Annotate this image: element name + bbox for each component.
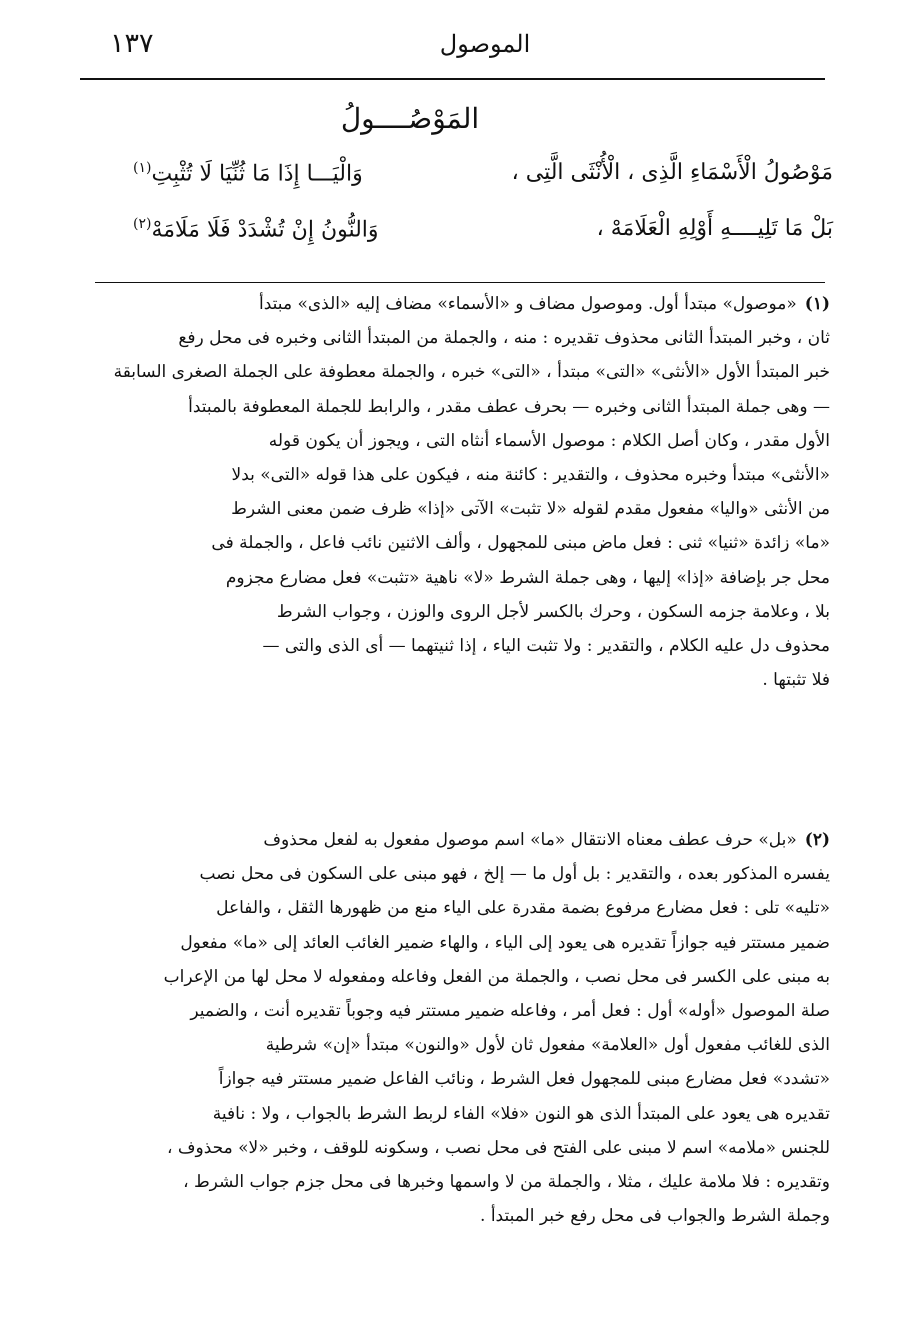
verse-2-second-hemistich-text: وَالنُّونُ إِنْ تُشْدَدْ فَلَا مَلَامَهْ [151, 217, 379, 243]
footnote-line: خبر المبتدأ الأول «الأنثى» «التى» مبتدأ ، «التى» خبره ، والجملة معطوفة على الجملة الصغرى السابقة [113, 362, 830, 383]
footnote-line: — وهى جملة المبتدأ الثانى وخبره — بحرف عطف مقدر ، والرابط للجملة المعطوفة بالمبتدأ [188, 396, 830, 417]
footnote-line: «تليه» تلى : فعل مضارع مرفوع بضمة مقدرة على الياء منع من ظهورها الثقل ، والفاعل [216, 898, 830, 919]
footnote-line: الأول مقدر ، وكان أصل الكلام : موصول الأسماء أنثاه التى ، ويجوز أن يكون قوله [268, 430, 830, 451]
footnote-line: محل جر بإضافة «إذا» إليها ، وهى جملة الشرط «لا» ناهية «تثبت» فعل مضارع مجزوم [225, 567, 830, 588]
verse-1-second-hemistich-text: وَالْيَـــا إِذَا مَا ثُنِّيَا لَا تُثْبِتِ [151, 161, 363, 187]
footnote-mark-2: (٢) [133, 216, 152, 232]
footnote-line: وتقديره : فلا ملامة عليك ، مثلا ، والجملة من لا واسمها وخبرها فى محل جزم جواب الشرط ، [183, 1171, 830, 1192]
footnote-line [90, 823, 830, 857]
verse-2-first-hemistich: بَلْ مَا تَلِيــــهِ أَوْلِهِ الْعَلَامَهْ ، [596, 216, 833, 241]
footnote-line: للجنس «ملامه» اسم لا مبنى على الفتح فى محل نصب ، وسكونه للوقف ، وخبر «لا» محذوف ، [167, 1137, 830, 1158]
verse-1-first-hemistich: مَوْصُولُ الْأَسْمَاءِ الَّذِى ، الْأُنْثَى الَّتِى ، [511, 160, 833, 185]
footnote-line: صلة الموصول «أوله» أول : فعل أمر ، وفاعله ضمير مستتر فيه وجوباً تقديره أنت ، والضمير [190, 1000, 830, 1021]
footnote-line: يفسره المذكور بعده ، والتقدير : بل أول ما — إلخ ، فهو مبنى على السكون فى محل نصب [199, 864, 830, 885]
footnote-line: تقديره هى يعود على المبتدأ الذى هو النون «فلا» الفاء لربط الشرط بالجواب ، ولا : نافية [212, 1103, 830, 1124]
footnote-line: «ما» زائدة «ثنيا» ثنى : فعل ماض مبنى للمجهول ، وألف الاثنين نائب فاعل ، والجملة فى [211, 533, 830, 554]
section-title: المَوْصُــــولُ [340, 102, 480, 135]
footnote-line [90, 287, 830, 321]
footnote-line: فلا تثبتها . [762, 670, 830, 691]
footnote-line: وجملة الشرط والجواب فى محل رفع خبر المبتدأ . [480, 1206, 830, 1227]
verse-line-1 [133, 160, 833, 200]
running-title: الموصول [439, 30, 531, 58]
footnote-1 [90, 287, 830, 807]
footnote-line: محذوف دل عليه الكلام ، والتقدير : ولا تثبت الياء ، إذا ثنيتهما — أى الذى والتى — [262, 635, 830, 656]
footnote-line: بلا ، وعلامة جزمه السكون ، وحرك بالكسر لأجل الروى والوزن ، وجواب الشرط [276, 601, 830, 622]
footnote-number: (١) [804, 294, 830, 314]
page-number: ١٣٧ [110, 28, 154, 59]
footnote-line: «تشدد» فعل مضارع مبنى للمجهول فعل الشرط ، ونائب الفاعل ضمير مستتر فيه جوازاً [218, 1069, 830, 1090]
footnote-mark-1: (١) [133, 160, 152, 176]
header-rule [80, 78, 825, 80]
footnote-line: الذى للغائب مفعول أول «العلامة» مفعول ثان لأول «والنون» مبتدأ «إن» شرطية [265, 1035, 830, 1056]
footnote-text: «بل» حرف عطف معناه الانتقال «ما» اسم موصول مفعول به لفعل محذوف [263, 830, 797, 850]
footnote-text: «موصول» مبتدأ أول. وموصول مضاف و «الأسماء» مضاف إليه «الذى» مبتدأ [259, 294, 797, 314]
footnote-line: ثان ، وخبر المبتدأ الثانى محذوف تقديره : منه ، والجملة من المبتدأ الثانى وخبره فى محل رفع [178, 328, 830, 349]
verse-line-2 [133, 216, 833, 256]
footnote-2 [90, 823, 830, 1303]
verse-2-second-hemistich [133, 216, 379, 242]
footnote-line: ضمير مستتر فيه جوازاً تقديره هى يعود إلى الياء ، والهاء ضمير الغائب العائد إلى «ما» مفعول [180, 932, 830, 953]
footnote-line: به مبنى على الكسر فى محل نصب ، والجملة من الفعل وفاعله ومفعوله لا محل لها من الإعراب [163, 966, 830, 987]
footnotes-rule [95, 282, 825, 283]
footnote-line: من الأنثى «واليا» مفعول مقدم لقوله «لا تثبت» الآتى «إذا» ظرف ضمن معنى الشرط [231, 499, 830, 520]
footnote-line: «الأنثى» مبتدأ وخبره محذوف ، والتقدير : كائنة منه ، فيكون على هذا قوله «التى» بدلا [231, 464, 830, 485]
footnote-number: (٢) [804, 830, 830, 850]
verse-1-second-hemistich [133, 160, 363, 186]
